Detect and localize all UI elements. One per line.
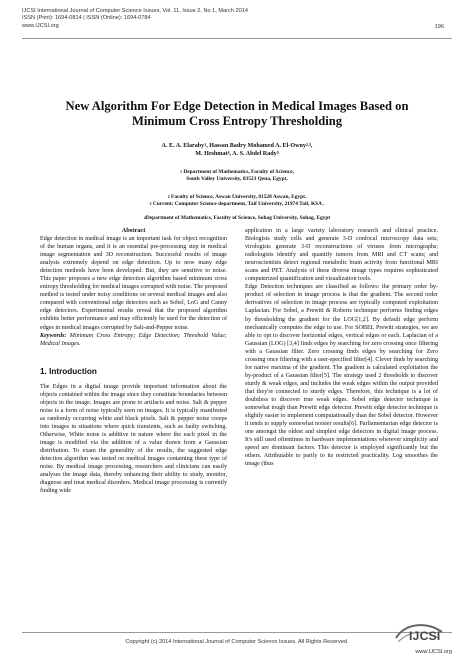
right-column — [245, 227, 438, 468]
footer-divider — [22, 632, 452, 633]
authors-line-1 — [22, 142, 452, 150]
running-header — [22, 8, 402, 30]
affil-text: Department of Mathematics, Faculty of Science, Sohag University, Sohag, Egypt — [145, 215, 331, 221]
logo-text: IJCSI — [409, 629, 441, 643]
author-sup: 4 — [227, 150, 230, 155]
footer-website: www.IJCSI.org — [415, 649, 452, 655]
authors-line-2 — [22, 150, 452, 158]
ijcsi-logo — [392, 620, 452, 662]
affil-sup: 3 — [149, 201, 152, 207]
issn-line: ISSN (Print): 1694-0814 | ISSN (Online): 1694-0784 — [22, 15, 151, 22]
journal-website: www.IJCSI.org — [22, 22, 59, 29]
author-list — [22, 142, 452, 158]
affiliation-2 — [22, 194, 452, 209]
affiliation-1-line-2: South Valley University, 83523 Qena, Egypt. — [186, 176, 288, 183]
affil-sup: 4 — [143, 215, 146, 220]
affil-text: Faculty of Science, Aswan University, 81528 Aswan, Egypt. — [169, 194, 307, 200]
author-sup: 2,3 — [305, 142, 311, 147]
affil-sup: 2 — [167, 194, 170, 199]
keywords — [40, 332, 227, 348]
page-number: 196 — [434, 24, 444, 30]
author-sup: 5 — [276, 150, 279, 155]
keywords-label: Keywords: — [40, 332, 67, 339]
author-name: A. E. A. Elaraby — [161, 143, 205, 149]
intro-paragraph: The Edges in a digital image provide important information about the objects contained within the image since they constitute boundaries between objects in the image. Images are prone to artifacts and noise. Salt & pepper noise is a form of noise typically seen on images. It is typically manifested as randomly occurring white and black pixels. Salt & pepper noise creeps into images in situations where quick transients, such as faulty switching. Otherwise, White noise is additive in nature where the each pixel in the image is modified via the addition of a value drawn from a Gaussian distribution. To exam the generality of the results, the suggested edge detection algorithm was tested on medical images containing these type of noise. By medical image processing, researchers and clinicians can easily analyses the image data, thereby enhancing their ability to study, monitor, diagnose and treat medical disorders. Medical image processing is currently finding wide — [40, 383, 227, 495]
author-sep: , — [310, 143, 313, 149]
title-line-1: New Algorithm For Edge Detection in Medical Images Based on — [65, 99, 409, 113]
affiliation-2-line-2 — [22, 201, 452, 208]
copyright-notice: Copyright (c) 2014 International Journal of Computer Science Issues. All Rights Reserved. — [125, 639, 349, 645]
author-sup: 1 — [204, 142, 207, 147]
abstract-heading: Abstract — [121, 227, 146, 234]
abstract-text: Edge detection in medical image is an important task for object recognition of the human organs, and it is an essential pre-processing step in medical image segmentation and 3D reconstruction. Successful results of image analysis extremely depend on edge detection. Up to now many edge detection methods have been developed. But, they are sensitive to noise. This paper proposes a new edge detection algorithm based minimum cross entropy thresholding for medical images corrupted with noise. The proposed method is tested under noisy conditions on several medical images and also compared with conventional edge detectors such as Sobel, LoG and Canny edge detectors. Experimental results reveal that the proposed algorithm exhibits better performance and may efficiently be used for the detection of edges in medical images corrupted by Salt-and-Pepper noise. — [40, 236, 227, 331]
paper-title — [22, 99, 452, 129]
affiliation-2-line-1 — [22, 194, 452, 201]
affiliation-3 — [22, 215, 452, 222]
header-divider — [22, 38, 452, 39]
title-line-2: Minimum Cross Entropy Thresholding — [131, 114, 343, 128]
body-paragraph-1: application in a large variety laboratory research and clinical practice. Biologists study cells and generate 3-D confocal microscopy data sets; virologists generate 3-D reconstructions of viruses from micrographs; radiologists identify and quantify tumors from MRI and CT scans; and neuroscientists detect regional metabolic brain activity from functional MRI scans and PET. Analysis of these diverse image types requires sophisticated computerized quantification and visualization tools. — [245, 228, 438, 283]
affil-text: Current: Computer Science department, Taif University, 21974 Taif, KSA . — [151, 201, 325, 208]
affiliation-1 — [22, 169, 452, 184]
author-name: M. Heshmat — [195, 151, 228, 157]
keywords-text: Minimum Cross Entropy; Edge Detection; Threshold Value; Medical Images. — [40, 332, 227, 347]
affiliation-3-line — [22, 215, 452, 222]
body-paragraph-2: Edge Detection techniques are classified as follows: the primary order by-product of selection in image process is that the gradient. The second order derivatives of selection in image process are typically computed exploitation Laplacian. For Sobel, a Prewitt & Roberts technique performs finding edges by thresholding the gradient for the LOG[1,2]. By default edge perform mechanically computes the edge to use. For SOBEL Prewitt strategies, we are able to opt to discover horizontal edges, vertical edges or each. Laplacian of a Gaussian (LOG) [3,4] finds edges by searching for zero crossing once filtering with a Gaussian filter. Zero crossing finds edges by searching for Zero crossing once filtering with a user-specified filter[4]. Clever finds by searching for native maxima of the gradient. The gradient is calculated exploitation the by-product of a Gaussian filter[5]. The strategy used 2 thresholds to discover sturdy & weak edges, and includes the weak edges within the output provided that they're connected to sturdy edges. Therefore, this technique is a lot of doubtless to discover true weak edges. Sobel edge detector technique is somewhat tough than Prewitt edge detector. Prewitt edge detector technique is slightly easier to implement computationally than the Sobel detector. However it tends to supply somewhat noisier results[6]. Parliamentarian edge detector is one amongst the oldest and simplest edge detectors in digital image process. It's still used oftentimes in hardware implementations wherever simplicity and speed are dominant factors. This detector is employed significantly but the others. Attributable to partly to its restricted practicality. Log smoothes the image (thus — [245, 284, 438, 468]
affil-text: Department of Mathematics, Faculty of Science, — [182, 169, 294, 175]
journal-name: IJCSI International Journal of Computer Science Issues, Vol. 11, Issue 2, No 1, March 2014 — [22, 8, 248, 14]
affil-sup: 1 — [180, 169, 182, 174]
affiliation-1-line-1 — [22, 169, 452, 176]
author-name: , A. S. Abdel Rady — [229, 151, 277, 157]
author-name: , Hassan Badry Mohamed A. El-Owny — [206, 143, 306, 149]
section-heading-introduction: 1. Introduction — [40, 366, 97, 376]
left-column — [40, 227, 227, 495]
